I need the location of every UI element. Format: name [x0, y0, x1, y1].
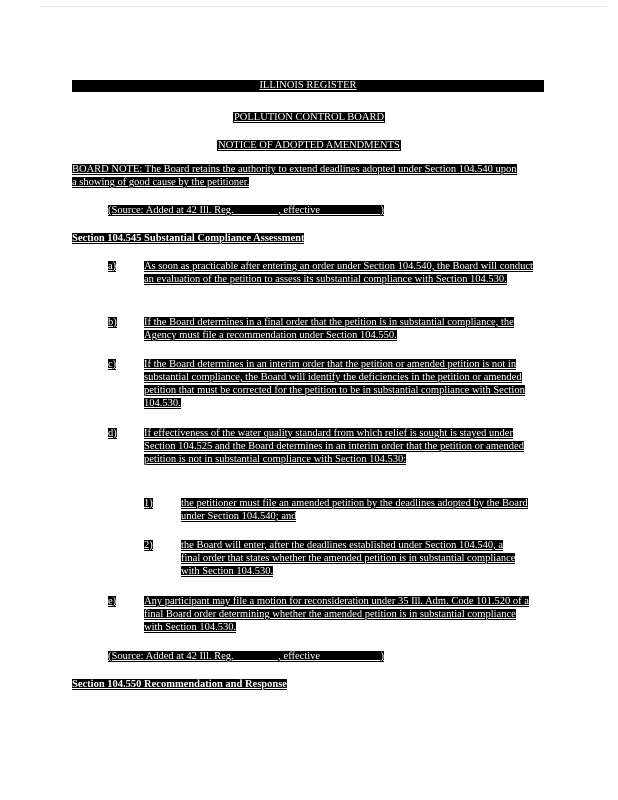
- section-545-heading-block: [72, 232, 372, 245]
- board-title-line: [0, 107, 618, 125]
- section-545-heading: Section 104.545 Substantial Compliance Assessment: [72, 233, 305, 244]
- item-label: c): [108, 359, 117, 370]
- item-text: If the Board determines in an interim order that the petition or amended petition is not in substantial compliance, the Board will identify the deficiencies in the petition or amended petition that must be corrected for the petition to be in substantial compliance with Section 104.530.: [144, 359, 525, 409]
- item-a-label-block: [108, 260, 116, 273]
- subitem-1-label-block: [144, 497, 153, 510]
- item-text: As soon as practicable after entering an order under Section 104.540, the Board will conduct an evaluation of the petition to assess its substantial compliance with Section 104.530.: [144, 261, 533, 285]
- item-e-label-block: [108, 595, 116, 608]
- section-550-heading: Section 104.550 Recommendation and Response: [72, 679, 287, 690]
- item-text: If the Board determines in a final order that the petition is in substantial compliance, the Agency must file a recommendation under Section 104.550.: [144, 317, 514, 341]
- item-label: b): [108, 317, 117, 328]
- source-note-2: (Source: Added at 42 Ill. Reg. ________, effective ___________): [108, 651, 384, 662]
- item-c-label-block: [108, 358, 116, 371]
- subitem-1-block: [181, 497, 533, 523]
- subitem-label: 2): [144, 540, 153, 551]
- board-note-block: [72, 163, 522, 189]
- item-label: d): [108, 428, 117, 439]
- item-label: a): [108, 261, 117, 272]
- notice-title: NOTICE OF ADOPTED AMENDMENTS: [218, 140, 400, 151]
- source-note-1: (Source: Added at 42 Ill. Reg. ________, effective ___________): [108, 205, 384, 216]
- item-b-block: [144, 316, 524, 342]
- item-a-block: [144, 260, 544, 286]
- item-e-block: [144, 595, 534, 634]
- board-note: BOARD NOTE: The Board retains the authority to extend deadlines adopted under Section 104.540 upon a showing of good cause by the petitioner.: [72, 164, 517, 188]
- subitem-text: the Board will enter, after the deadlines established under Section 104.540, a final order that states whether the amended petition is in substantial compliance with Section 104.530.: [181, 540, 516, 577]
- subitem-text: the petitioner must file an amended petition by the deadlines adopted by the Board under Section 104.540; and: [181, 498, 528, 522]
- item-label: e): [108, 596, 117, 607]
- board-title: POLLUTION CONTROL BOARD: [233, 112, 385, 123]
- section-550-heading-block: [72, 678, 372, 691]
- illinois-register-title: ILLINOIS REGISTER: [259, 80, 357, 91]
- item-text: If effectiveness of the water quality standard from which relief is sought is stayed under Section 104.525 and the Board determines in an interim order that the petition or amended petition is not in substantial compliance with Section 104.530:: [144, 428, 524, 465]
- source-note-2-block: [108, 650, 448, 663]
- subitem-2-block: [181, 539, 516, 578]
- item-b-label-block: [108, 316, 117, 329]
- scan-edge: [40, 6, 606, 7]
- subitem-label: 1): [144, 498, 153, 509]
- item-c-block: [144, 358, 544, 410]
- notice-title-line: [0, 135, 618, 153]
- item-d-label-block: [108, 427, 117, 440]
- source-note-1-block: [108, 204, 448, 217]
- item-d-block: [144, 427, 544, 466]
- subitem-2-label-block: [144, 539, 153, 552]
- item-text: Any participant may file a motion for reconsideration under 35 Ill. Adm. Code 101.520 of a final Board order determining whether the amended petition is in substantial compliance with Section 104.530.: [144, 596, 529, 633]
